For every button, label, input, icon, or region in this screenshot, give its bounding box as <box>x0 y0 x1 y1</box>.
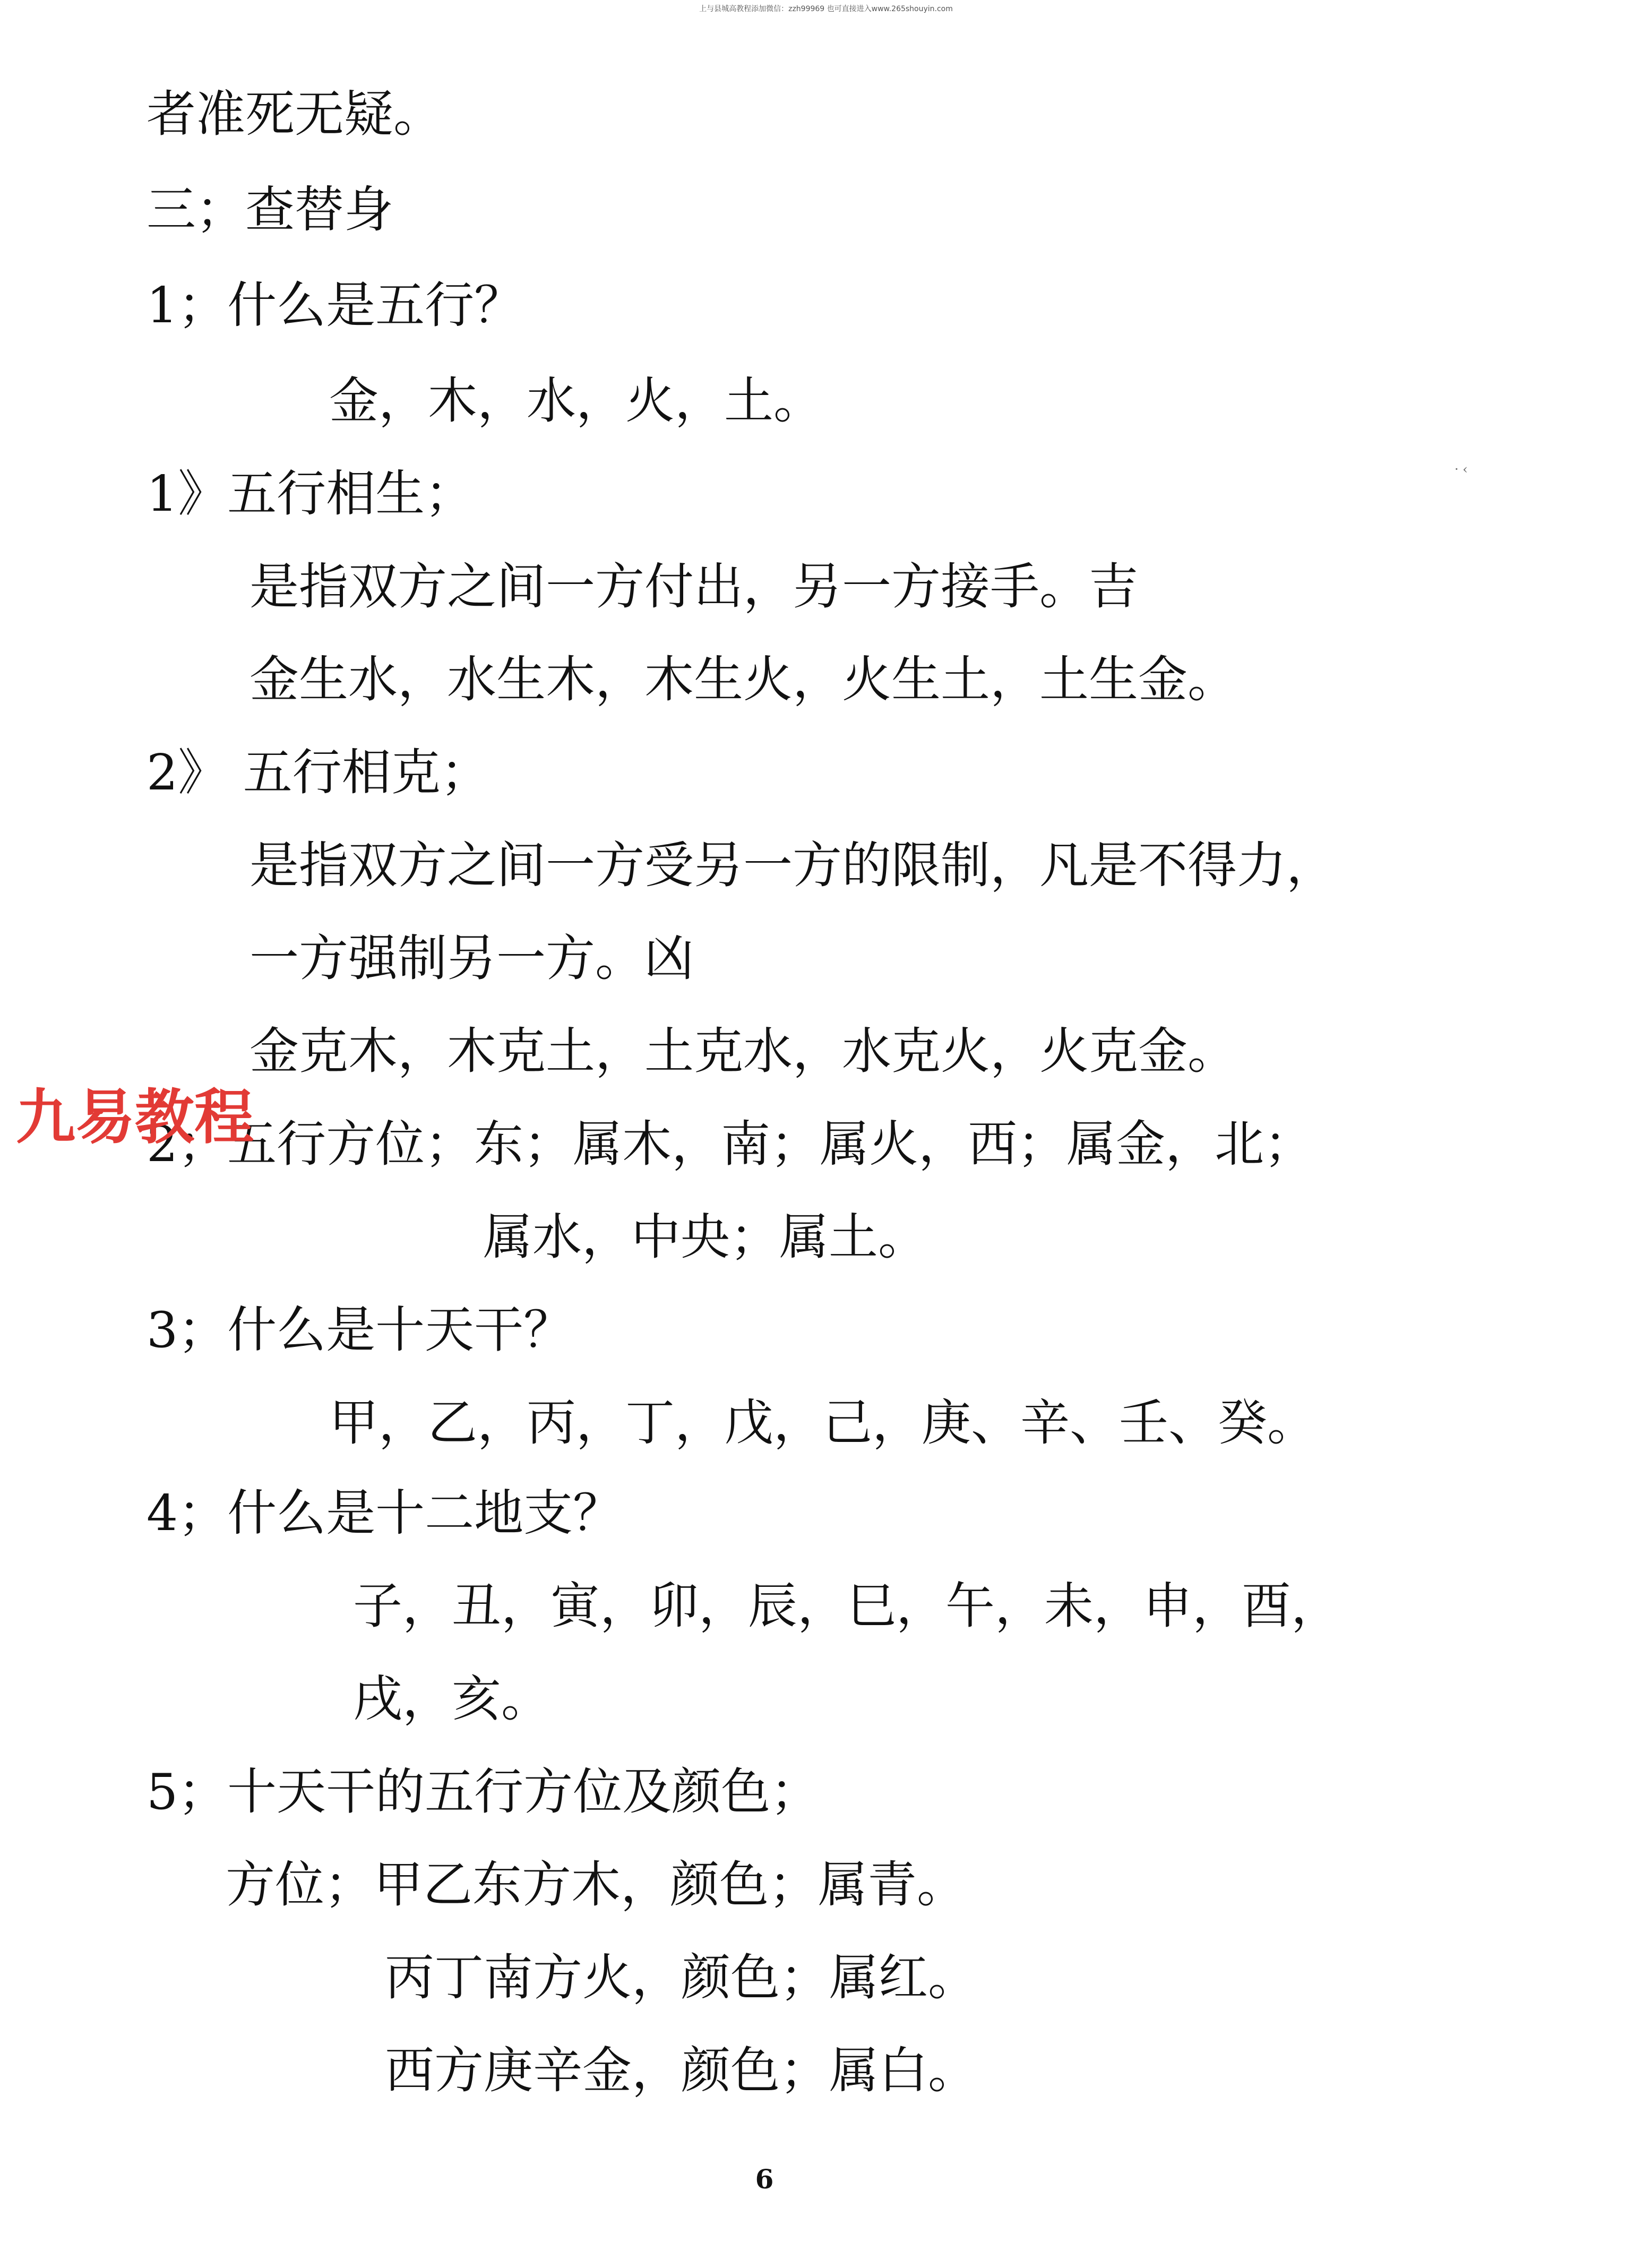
question-heading-1: 1；什么是五行？ <box>147 277 524 334</box>
question-heading-3: 3；什么是十天干？ <box>147 1301 573 1359</box>
text-line-22: 西方庚辛金，颜色；属白。 <box>385 2042 977 2099</box>
header-note: 上与县城高教程添加微信：zzh99969 也可直接进入www.265shouyin.com <box>699 5 953 13</box>
text-line-4: 金，木，水，火，土。 <box>329 372 823 429</box>
text-line-11: 金克木，木克土，土克水，水克火，火克金。 <box>249 1023 1237 1080</box>
text-line-13: 属水，中央；属土。 <box>483 1208 927 1266</box>
text-line-10: 一方强制另一方。凶 <box>249 930 694 987</box>
subheading-sheng: 1》五行相生； <box>147 465 475 522</box>
text-line-20: 方位；甲乙东方木，颜色；属青。 <box>226 1856 966 1913</box>
text-line-1: 者准死无疑。 <box>147 85 443 143</box>
subheading-ke: 2》 五行相克； <box>147 744 490 801</box>
text-line-9: 是指双方之间一方受另一方的限制，凡是不得力， <box>249 837 1336 894</box>
text-line-18: 戌，亥。 <box>353 1670 550 1728</box>
text-line-21: 丙丁南方火，颜色；属红。 <box>385 1949 977 2006</box>
text-line-17: 子，丑，寅，卯，辰，巳，午，未，申，酉， <box>353 1577 1340 1635</box>
section-heading: 三；查替身 <box>147 181 393 238</box>
text-line-7: 金生水，水生木，木生火，火生土，土生金。 <box>249 651 1237 708</box>
text-line-15: 甲，乙，丙，丁，戊，己，庚、辛、壬、癸。 <box>329 1394 1317 1451</box>
question-heading-4: 4；什么是十二地支？ <box>147 1484 623 1542</box>
watermark: 九易教程 <box>16 1083 254 1152</box>
page-number: 6 <box>755 2163 774 2195</box>
scan-speck: · ‹ <box>1455 462 1468 477</box>
question-heading-5: 5；十天干的五行方位及颜色； <box>147 1763 820 1820</box>
text-line-6: 是指双方之间一方付出，另一方接手。吉 <box>249 558 1138 615</box>
question-heading-2: 2；五行方位；东；属木，南；属火，西；属金，北； <box>147 1115 1314 1173</box>
